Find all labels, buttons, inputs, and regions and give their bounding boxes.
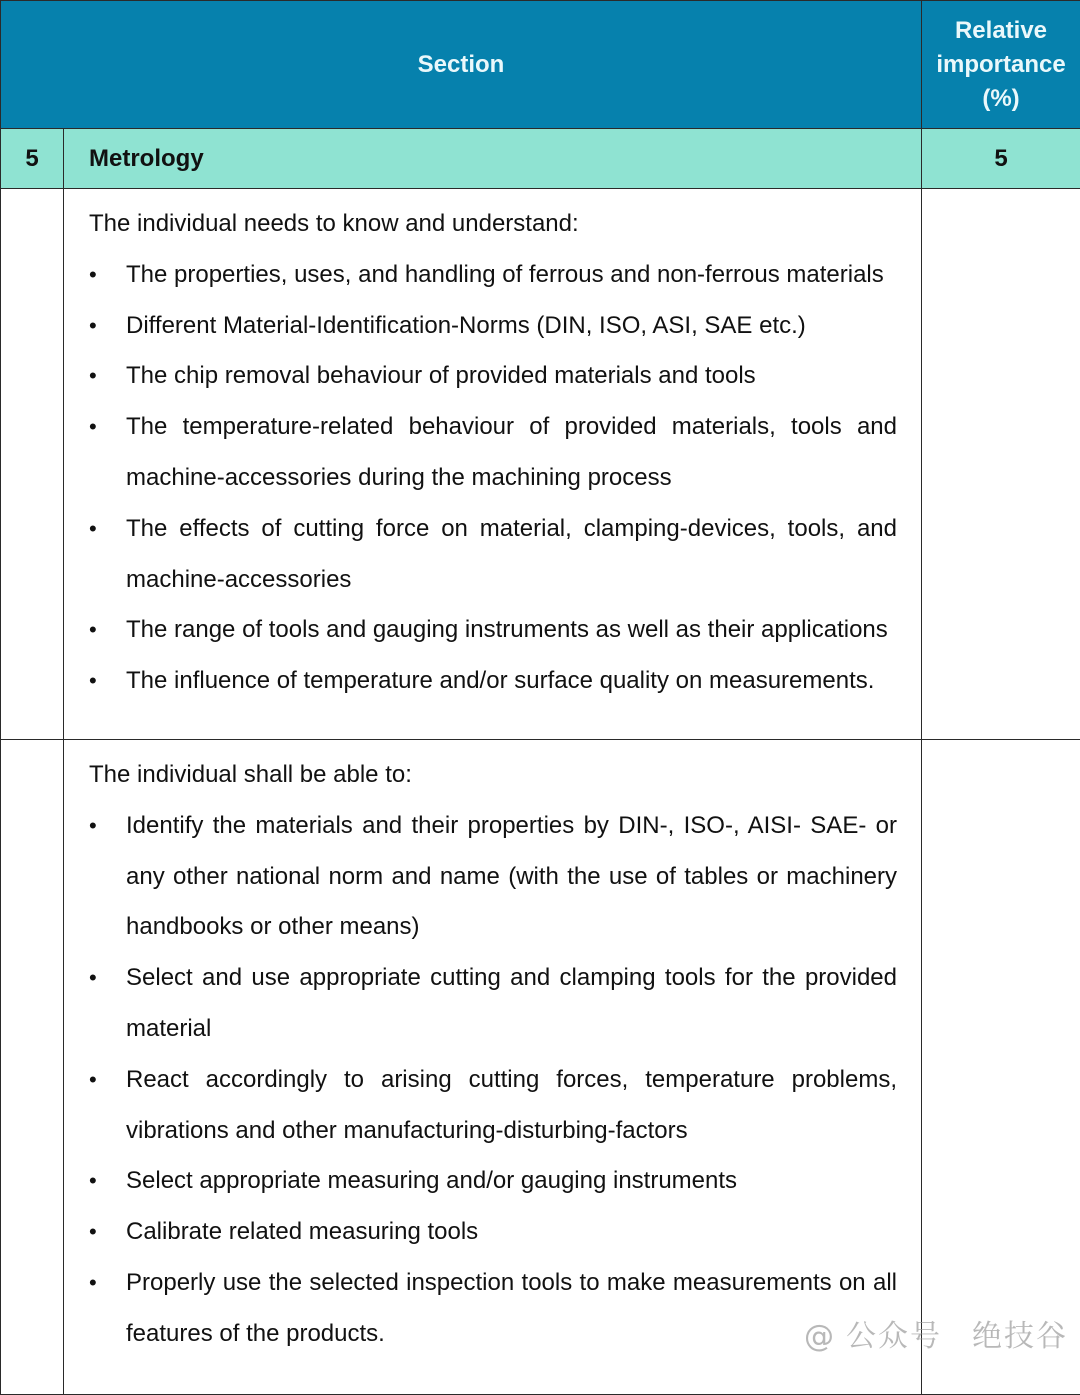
bullet-icon: • [89, 250, 97, 301]
list-item: • The properties, uses, and handling of ferrous and non-ferrous materials [89, 250, 897, 301]
bullet-icon: • [89, 504, 97, 555]
bullet-icon: • [89, 656, 97, 707]
bullet-icon: • [89, 605, 97, 656]
bullet-icon: • [89, 1207, 97, 1258]
knowledge-importance-cell [922, 189, 1080, 740]
skills-importance-cell [922, 740, 1080, 1395]
knowledge-row [1, 189, 1080, 740]
importance-header-line-3: (%) [922, 82, 1080, 116]
bullet-icon: • [89, 301, 97, 352]
table-header-row [1, 1, 1080, 129]
list-item: • The effects of cutting force on material, clamping-devices, tools, and machine-accessories [89, 504, 897, 606]
watermark-name: 绝技谷 [972, 1319, 1068, 1354]
knowledge-intro: The individual needs to know and understand: [89, 199, 897, 250]
section-importance: 5 [922, 129, 1080, 189]
bullet-icon: • [89, 1156, 97, 1207]
list-item: • React accordingly to arising cutting forces, temperature problems, vibrations and other manufacturing-disturbing-factors [89, 1055, 897, 1157]
list-item: • Calibrate related measuring tools [89, 1207, 897, 1258]
list-item: • Identify the materials and their properties by DIN-, ISO-, AISI- SAE- or any other national norm and name (with the use of tables or machinery handbooks or other means) [89, 801, 897, 953]
importance-header-line-1: Relative [922, 14, 1080, 48]
section-row [1, 129, 1080, 189]
list-item: • The influence of temperature and/or surface quality on measurements. [89, 656, 897, 707]
list-item: • The chip removal behaviour of provided materials and tools [89, 351, 897, 402]
watermark [794, 1311, 1068, 1355]
section-column-header: Section [1, 1, 922, 129]
bullet-icon: • [89, 1055, 97, 1106]
importance-header-line-2: importance [922, 48, 1080, 82]
skills-content [64, 740, 922, 1395]
bullet-icon: • [89, 801, 97, 852]
knowledge-number-cell [1, 189, 64, 740]
bullet-icon: • [89, 402, 97, 453]
skills-intro: The individual shall be able to: [89, 750, 897, 801]
skills-list [89, 801, 897, 1360]
at-icon: @ [804, 1319, 836, 1354]
importance-column-header [922, 1, 1080, 129]
bullet-icon: • [89, 953, 97, 1004]
section-title: Metrology [64, 129, 922, 189]
skills-row [1, 740, 1080, 1395]
list-item: • The temperature-related behaviour of provided materials, tools and machine-accessories during the machining process [89, 402, 897, 504]
skills-number-cell [1, 740, 64, 1395]
list-item: • Properly use the selected inspection tools to make measurements on all features of the products. [89, 1258, 897, 1360]
list-item: • The range of tools and gauging instruments as well as their applications [89, 605, 897, 656]
watermark-platform: 公众号 [846, 1319, 942, 1354]
knowledge-content [64, 189, 922, 740]
list-item: • Different Material-Identification-Norms (DIN, ISO, ASI, SAE etc.) [89, 301, 897, 352]
list-item: • Select and use appropriate cutting and clamping tools for the provided material [89, 953, 897, 1055]
knowledge-list [89, 250, 897, 707]
section-number: 5 [1, 129, 64, 189]
list-item: • Select appropriate measuring and/or gauging instruments [89, 1156, 897, 1207]
bullet-icon: • [89, 1258, 97, 1309]
bullet-icon: • [89, 351, 97, 402]
